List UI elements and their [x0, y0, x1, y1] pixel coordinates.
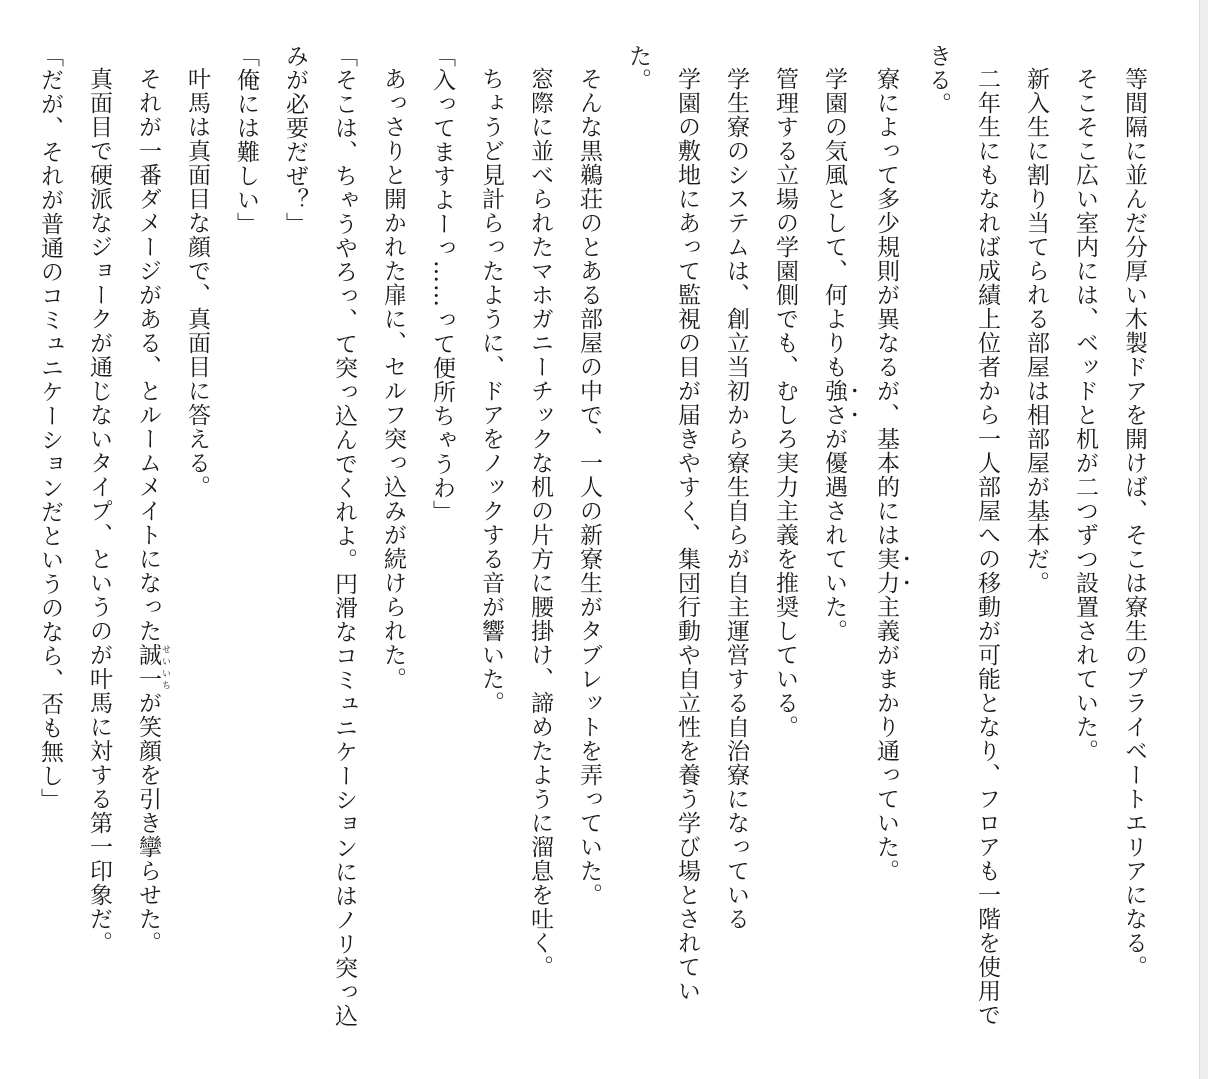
text-segment: それが一番ダメージがある、とルームメイトになった	[135, 67, 161, 643]
paragraph: そんな黒鵜荘のとある部屋の中で、一人の新寮生がタブレットを弄っていた。	[576, 67, 602, 907]
paragraph: ちょうど見計らったように、ドアをノックする音が響いた。	[478, 67, 504, 715]
paragraph: 二年生にもなれば成績上位者から一人部屋への移動が可能となり、フロアも一階を使用できる。	[925, 44, 1000, 1027]
paragraph	[861, 44, 913, 1044]
text-segment: 学園の気風として、何よりも	[821, 67, 847, 379]
ruby-base: 誠一	[135, 643, 161, 691]
text-segment: が笑顔を引き攣らせた。	[135, 691, 161, 955]
ruby-name	[135, 643, 170, 691]
text-segment: 主義がまかり通っていた。	[873, 595, 899, 883]
dialogue-line: 「入ってますよーっ……って便所ちゃうわ」	[429, 44, 455, 524]
dialogue-line: 「俺には難しい」	[233, 44, 259, 236]
paragraph: 等間隔に並んだ分厚い木製ドアを開けば、そこは寮生のプライベートエリアになる。	[1121, 67, 1147, 979]
dialogue-line: 「だが、それが普通のコミュニケーションだというのなら、否も無し」	[37, 44, 63, 812]
emphasis-text: 実力	[873, 547, 899, 595]
paragraph: 新入生に割り当てられる部屋は相部屋が基本だ。	[1023, 67, 1049, 595]
text-segment: が優遇されていた。	[821, 427, 847, 643]
dialogue-line: 「そこは、ちゃうやろっ、て突っ込んでくれよ。円滑なコミュニケーションにはノリ突っ込みが必要だぜ？」	[282, 44, 357, 1028]
paragraph: 真面目で硬派なジョークが通じないタイプ、というのが叶馬に対する第一印象だ。	[86, 67, 112, 955]
paragraph	[123, 44, 172, 1044]
paragraph: あっさりと開かれた扉に、セルフ突っ込みが続けられた。	[380, 67, 406, 691]
paragraph: 叶馬は真面目な顔で、真面目に答える。	[184, 67, 210, 499]
paragraph	[809, 44, 861, 1044]
paragraph: 学園の敷地にあって監視の目が届きやすく、集団行動や自立性を養う学び場とされていた。	[625, 44, 700, 1003]
paragraph: 学生寮のシステムは、創立当初から寮生自らが自主運営する自治寮になっている	[723, 67, 749, 931]
page-edge	[1199, 0, 1208, 1079]
paragraph: 窓際に並べられたマホガニーチックな机の片方に腰掛け、諦めたように溜息を吐く。	[527, 67, 553, 979]
emphasis-text: 強さ	[821, 379, 847, 427]
vertical-text-body	[25, 44, 1158, 1044]
text-segment: 寮によって多少規則が異なるが、基本的には	[873, 67, 899, 547]
paragraph: そこそこ広い室内には、ベッドと机が二つずつ設置されていた。	[1072, 67, 1098, 763]
ruby-reading: せいいち	[160, 643, 170, 691]
paragraph: 管理する立場の学園側でも、むしろ実力主義を推奨している。	[772, 67, 798, 739]
